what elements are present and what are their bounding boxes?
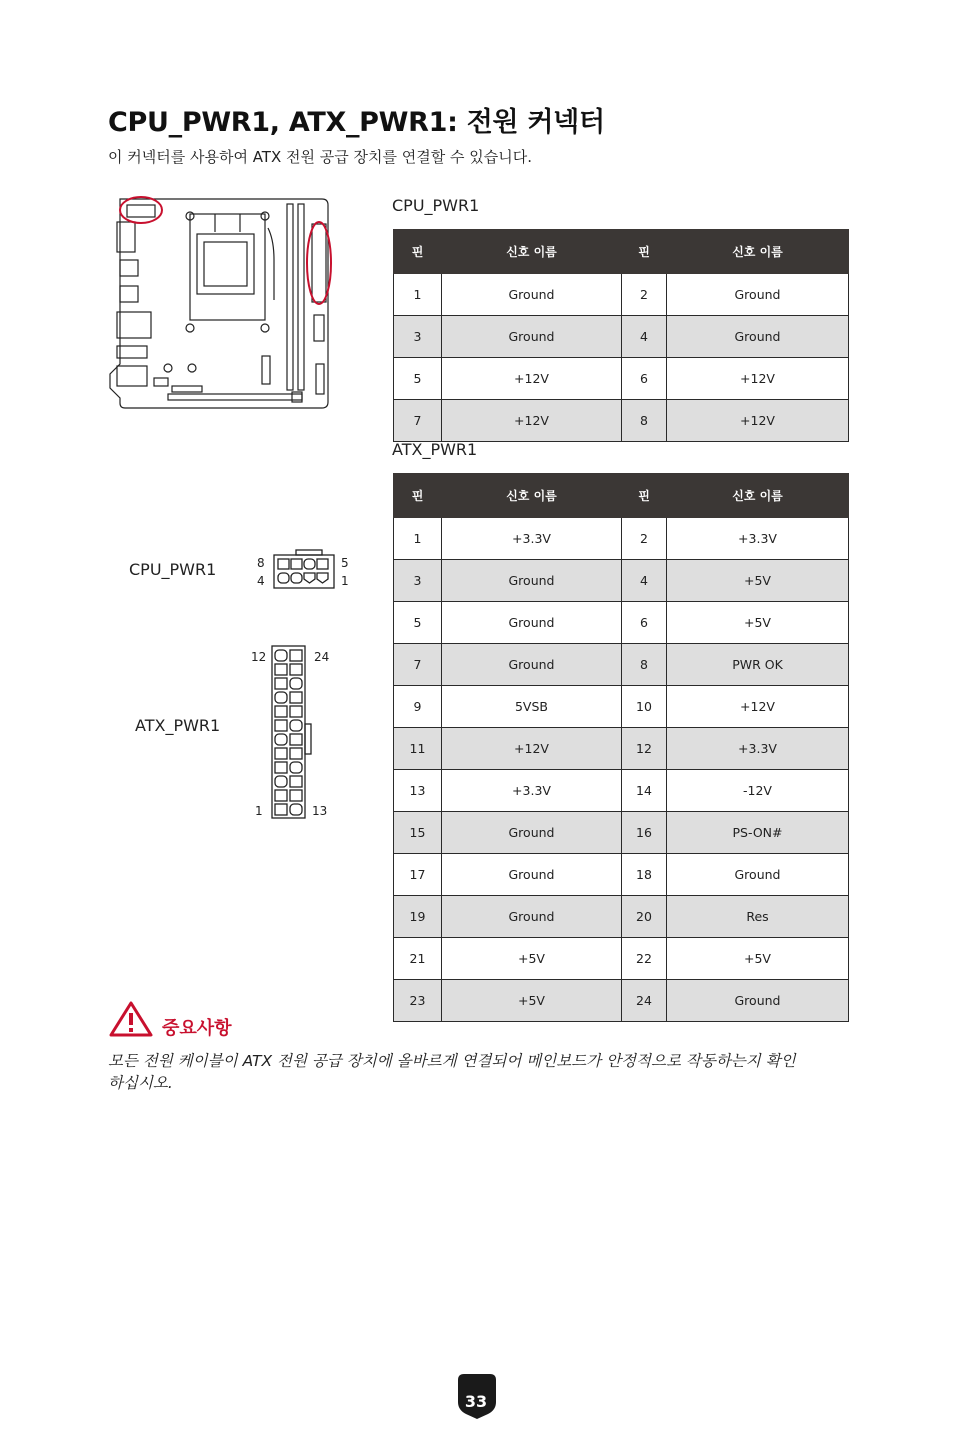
atx-pin-12: 12	[251, 650, 267, 664]
pin-number-cell: 24	[622, 980, 667, 1022]
signal-name-cell: Ground	[442, 316, 622, 358]
pin-number-cell: 18	[622, 854, 667, 896]
pin-number-cell: 8	[622, 400, 667, 442]
atx-pin-13: 13	[312, 804, 328, 818]
atx-pin-cell	[275, 748, 287, 759]
atx-pin-24: 24	[314, 650, 330, 664]
pin-number-cell: 10	[622, 686, 667, 728]
pin-number-cell: 17	[394, 854, 442, 896]
atx-pin-cell	[275, 706, 287, 717]
atx-pin-cell	[290, 720, 302, 731]
pin-number-cell: 4	[622, 560, 667, 602]
warning-triangle-icon	[108, 1000, 154, 1038]
table-row	[394, 770, 849, 812]
pin-number-cell: 4	[622, 316, 667, 358]
signal-name-cell: +12V	[442, 400, 622, 442]
atx-pin-cell	[290, 650, 302, 661]
table-row	[394, 358, 849, 400]
pin-number-cell: 5	[394, 602, 442, 644]
pin-number-cell: 12	[622, 728, 667, 770]
table-row	[394, 812, 849, 854]
cpu-pwr-pin-table	[393, 229, 849, 442]
column-header-signal: 신호 이름	[442, 474, 622, 518]
pin-number-cell: 15	[394, 812, 442, 854]
table-row	[394, 274, 849, 316]
pin-number-cell: 3	[394, 316, 442, 358]
pin-number-cell: 6	[622, 358, 667, 400]
signal-name-cell: +12V	[667, 400, 849, 442]
table-row	[394, 938, 849, 980]
column-header-pin: 핀	[394, 474, 442, 518]
signal-name-cell: +12V	[442, 358, 622, 400]
intro-text: 이 커넥터를 사용하여 ATX 전원 공급 장치를 연결할 수 있습니다.	[108, 148, 532, 166]
signal-name-cell: Ground	[667, 854, 849, 896]
signal-name-cell: Ground	[442, 602, 622, 644]
table-row	[394, 560, 849, 602]
pin-number-cell: 16	[622, 812, 667, 854]
atx-pin-cell	[275, 804, 287, 815]
cpu-pin-4: 4	[257, 574, 265, 588]
warning-title: 중요사항	[162, 1018, 232, 1039]
table-row	[394, 896, 849, 938]
pin-number-cell: 5	[394, 358, 442, 400]
pin-number-cell: 11	[394, 728, 442, 770]
table-row	[394, 644, 849, 686]
pin-number-cell: 2	[622, 274, 667, 316]
signal-name-cell: Res	[667, 896, 849, 938]
signal-name-cell: 5VSB	[442, 686, 622, 728]
pin-number-cell: 21	[394, 938, 442, 980]
signal-name-cell: PWR OK	[667, 644, 849, 686]
atx-pwr-pin-table	[393, 473, 849, 1022]
signal-name-cell: +3.3V	[442, 770, 622, 812]
signal-name-cell: +3.3V	[442, 518, 622, 560]
signal-name-cell: +5V	[667, 560, 849, 602]
atx-pin-cell	[290, 692, 302, 703]
cpu-pin-1: 1	[341, 574, 349, 588]
table-row	[394, 980, 849, 1022]
table-row	[394, 518, 849, 560]
atx-pin-cell	[290, 776, 302, 787]
atx-pin-cell	[275, 650, 287, 661]
atx-pin-cell	[290, 804, 302, 815]
atx-pin-cell	[275, 720, 287, 731]
warning-text: 모든 전원 케이블이 ATX 전원 공급 장치에 올바르게 연결되어 메인보드가 안정적으로 작동하는지 확인하십시오.	[108, 1052, 796, 1092]
pin-number-cell: 20	[622, 896, 667, 938]
pin-number-cell: 2	[622, 518, 667, 560]
signal-name-cell: Ground	[442, 644, 622, 686]
pin-number-cell: 3	[394, 560, 442, 602]
signal-name-cell: Ground	[667, 316, 849, 358]
atx-pwr-table-caption: ATX_PWR1	[392, 440, 478, 459]
table-row	[394, 854, 849, 896]
atx-pin-cell	[290, 748, 302, 759]
pin-number-cell: 1	[394, 518, 442, 560]
motherboard-diagram	[100, 190, 340, 415]
pin-number-cell: 6	[622, 602, 667, 644]
signal-name-cell: +12V	[442, 728, 622, 770]
atx-pin-cell	[275, 776, 287, 787]
column-header-pin: 핀	[394, 230, 442, 274]
atx-pin-cell	[290, 790, 302, 801]
signal-name-cell: +5V	[442, 938, 622, 980]
page-number: 33	[464, 1392, 488, 1411]
cpu-pin-8: 8	[257, 556, 265, 570]
signal-name-cell: Ground	[667, 274, 849, 316]
atx-pin-cell	[290, 706, 302, 717]
pin-number-cell: 8	[622, 644, 667, 686]
signal-name-cell: PS-ON#	[667, 812, 849, 854]
atx-pin-cell	[275, 678, 287, 689]
table-row	[394, 602, 849, 644]
table-row	[394, 686, 849, 728]
atx-pin-cell	[275, 734, 287, 745]
cpu-pwr-connector-diagram	[268, 548, 338, 592]
table-row	[394, 728, 849, 770]
atx-pwr-connector-diagram	[268, 644, 316, 822]
pin-number-cell: 7	[394, 644, 442, 686]
column-header-pin: 핀	[622, 474, 667, 518]
signal-name-cell: +12V	[667, 686, 849, 728]
signal-name-cell: Ground	[442, 896, 622, 938]
pin-number-cell: 13	[394, 770, 442, 812]
atx-pin-cell	[275, 664, 287, 675]
signal-name-cell: Ground	[442, 560, 622, 602]
pin-number-cell: 1	[394, 274, 442, 316]
atx-pin-cell	[290, 762, 302, 773]
cpu-pwr-diagram-label: CPU_PWR1	[129, 560, 217, 579]
signal-name-cell: +3.3V	[667, 728, 849, 770]
table-row	[394, 316, 849, 358]
atx-pin-cell	[275, 692, 287, 703]
signal-name-cell: +5V	[667, 602, 849, 644]
column-header-pin: 핀	[622, 230, 667, 274]
atx-pin-cell	[290, 734, 302, 745]
pin-number-cell: 22	[622, 938, 667, 980]
column-header-signal: 신호 이름	[667, 474, 849, 518]
atx-pin-1: 1	[255, 804, 263, 818]
atx-pin-cell	[290, 678, 302, 689]
pin-number-cell: 14	[622, 770, 667, 812]
signal-name-cell: Ground	[667, 980, 849, 1022]
atx-pin-cell	[275, 790, 287, 801]
atx-pwr-diagram-label: ATX_PWR1	[135, 716, 221, 735]
atx-pin-cell	[290, 664, 302, 675]
signal-name-cell: Ground	[442, 854, 622, 896]
signal-name-cell: +5V	[442, 980, 622, 1022]
pin-number-cell: 19	[394, 896, 442, 938]
table-row	[394, 400, 849, 442]
column-header-signal: 신호 이름	[667, 230, 849, 274]
cpu-pwr-table-caption: CPU_PWR1	[392, 196, 480, 215]
signal-name-cell: Ground	[442, 274, 622, 316]
column-header-signal: 신호 이름	[442, 230, 622, 274]
pin-number-cell: 23	[394, 980, 442, 1022]
cpu-pin-5: 5	[341, 556, 349, 570]
pin-number-cell: 9	[394, 686, 442, 728]
signal-name-cell: +3.3V	[667, 518, 849, 560]
signal-name-cell: +12V	[667, 358, 849, 400]
page-title: CPU_PWR1, ATX_PWR1: 전원 커넥터	[108, 107, 605, 138]
signal-name-cell: Ground	[442, 812, 622, 854]
atx-pin-cell	[275, 762, 287, 773]
signal-name-cell: -12V	[667, 770, 849, 812]
pin-number-cell: 7	[394, 400, 442, 442]
signal-name-cell: +5V	[667, 938, 849, 980]
